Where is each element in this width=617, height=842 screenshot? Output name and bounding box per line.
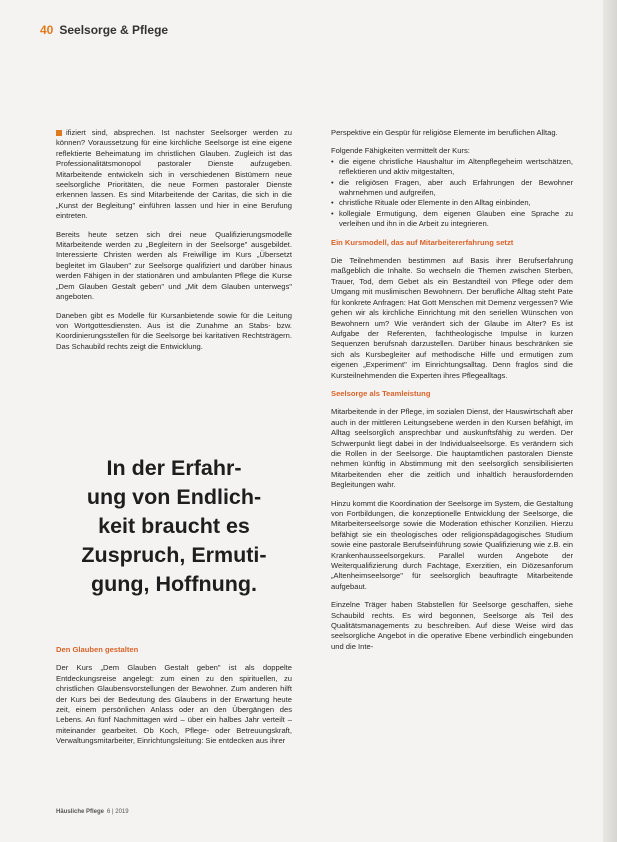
continuation-marker-icon	[56, 130, 62, 136]
pull-quote-line: keit braucht es	[98, 514, 250, 538]
paragraph	[56, 128, 292, 222]
page-number: 40	[40, 23, 54, 37]
subheading: Den Glauben gestalten	[56, 645, 139, 654]
journal-name: Häusliche Pflege	[56, 809, 105, 815]
paragraph: Der Kurs „Dem Glauben Gestalt geben" ist als doppelte Entdeckungsreise angelegt: zum einen zu den spirituellen, zu christlichen Glaubensvorstellungen der Bewohner. Zum anderen hilft der Kurs bei der Bedeutung des Glaubens in der Erwartung heute zeit, einem persönlichen Anlass oder an den Übergängen des Lebens. An fünf Nachmittagen wird – über ein halbes Jahr verteilt – miteinander gearbeitet. Ob Koch, Pflege- oder Betreuungskraft, Verwaltungsmitarbeiter, Einrichtungsleitung: Sie entdecken aus ihrer	[56, 663, 292, 746]
left-column	[56, 128, 292, 360]
section-title: Seelsorge & Pflege	[59, 23, 169, 37]
subheading: Ein Kursmodell, das auf Mitarbeitererfahrung setzt	[331, 237, 514, 247]
paragraph: Einzelne Träger haben Stabstellen für Seelsorge geschaffen, siehe Schaubild rechts. Es wird begonnen, Seelsorge als Teil des Qualitätsmanagements zu beschreiben. Auf diese Weise wird das seelsorgliche Angebot in die operative Ebene verbindlich eingebunden und die Inte-	[331, 600, 573, 651]
list-item: • die eigene christliche Haushaltur im Altenpflegeheim wertschätzen, reflektieren und aktiv mitgestalten,	[331, 157, 573, 178]
bullet-list	[331, 157, 573, 230]
page-edge	[603, 0, 617, 842]
page-footer	[56, 809, 129, 815]
pull-quote-line: In der Erfahr-	[106, 456, 242, 480]
list-item: • kollegiale Ermutigung, dem eigenen Glauben eine Sprache zu verleihen und ihn in die Arbeit zu integrieren.	[331, 209, 573, 230]
paragraph: Folgende Fähigkeiten vermittelt der Kurs:	[331, 146, 470, 156]
paragraph: Perspektive ein Gespür für religiöse Elemente im beruflichen Alltag.	[331, 128, 558, 137]
left-column-lower	[56, 645, 292, 755]
list-item: • die religiösen Fragen, aber auch Erfahrungen der Bewohner wahrnehmen und aufgreifen,	[331, 178, 573, 199]
right-column	[331, 128, 573, 660]
paragraph: Bereits heute setzen sich drei neue Qualifizierungsmodelle Mitarbeitende werden zu „Begleitern in der Seelsorge" ausgebildet. Interessierte Christen werden als Freiwillige im Kurs „Übersetzt begleitet im Glauben" zur Seelsorge qualifiziert und darüber hinaus werden Fähigen in der stationären und ambulanten Pflege die Kurse „Dem Glauben Gestalt geben" und „Mit dem Glauben unterwegs" angeboten.	[56, 229, 292, 302]
pull-quote-line: ung von Endlich-	[86, 485, 262, 509]
paragraph-text: ifiziert sind, absprechen. Ist nachster Seelsorger werden zu können? Voraussetzung für eine kirchliche Seelsorge ist eine eigene reflektierte Beheimatung im christlichen Glauben. Zugleich ist das Professionalitätsmonopol pastoraler Dienste aufzugeben. Mitarbeitende entwickeln sich in verschiedenen Bistümern neue seelsorgliche Prioritäten, die neue Formen pastoraler Dienste erkennen lassen. Es sind Mitarbeitende der Caritas, die sich in die „Kunst der Begleitung" einführen lassen und hier in eine Berufung eintreten.	[56, 128, 292, 221]
paragraph: Mitarbeitende in der Pflege, im sozialen Dienst, der Hauswirtschaft aber auch in der mittleren Leitungsebene werden in den Kursen befähigt, im Alltag seelsorglich ansprechbar und auskunftsfähig zu werden. Der Schwerpunkt liegt dabei in der Individualseelsorge. Es verändern sich die Rollen in der Seelsorge. Die hauptamtlichen pastoralen Dienste nehmen künftig in Abstimmung mit den seelsorglich sensibilisierten Mitarbeitenden eher die zeitlich und inhaltlich herausfordernden Begleitungen wahr.	[331, 407, 573, 490]
pull-quote	[56, 454, 292, 599]
pull-quote-line: Zuspruch, Ermuti-	[81, 543, 267, 567]
page-header	[40, 22, 168, 38]
paragraph: Die Teilnehmenden bestimmen auf Basis ihrer Berufserfahrung maßgeblich die Inhalte. So wechseln die Themen zwischen Sterben, Trauer, Tod, dem Gebet als ein Bestandteil von Pflege oder dem Umgang mit muslimischen Bewohnern. Der berufliche Alltag steht Pate für konkrete Anfragen: Hat Gott Menschen mit Demenz vergessen? Wie gehen wir als kirchliche Einrichtung mit den seriellen Wünschen von Bewohnern um? Wie verändert sich der Glaube im Alter? Es ist Aufgabe der Referenten, fachtheologische Impulse in kurzen Sequenzen berufsnah darzustellen. Darüber hinaus beschränken sie sich als Kursbegleiter auf methodische Hilfe und ermutigen zum eigenen „Experiment" im Einrichtungsalltag. Denn fraglos sind die Kursteilnehmenden die Experten ihres Pflegealltags.	[331, 256, 573, 380]
subheading: Seelsorge als Teamleistung	[331, 388, 431, 398]
pull-quote-line: gung, Hoffnung.	[91, 572, 257, 596]
paragraph: Daneben gibt es Modelle für Kursanbietende sowie für die Leitung von Wortgottesdiensten. Aus ist die Zunahme an Stabs- bzw. Koordinierungsstellen für die Seelsorge bei karitativen Rechtsträgern. Das Schaubild rechts zeigt die Entwicklung.	[56, 310, 292, 351]
paragraph: Hinzu kommt die Koordination der Seelsorge im System, die Gestaltung von Fortbildungen, die konzeptionelle Entwicklung der Seelsorge, die Mitarbeiterseelsorge sowie die Moderation ethischer Konzilien. Hierzu befähigt sie ein theologisches oder religionspädagogisches Studium sowie eine pastorale Berufseinführung sowie Qualifizierung wie z.B. ein Krankenhausseelsorgekurs. Parallel wurden Angebote der Weiterqualifizierung durch Fachtage, Exerzitien, ein Diözesanforum „Altenheimseelsorge" für seelsorglich beauftragte Mitarbeitende aufgebaut.	[331, 498, 573, 591]
issue-number: 6 | 2019	[107, 809, 129, 815]
list-item: • christliche Rituale oder Elemente in den Alltag einbinden,	[331, 198, 573, 208]
